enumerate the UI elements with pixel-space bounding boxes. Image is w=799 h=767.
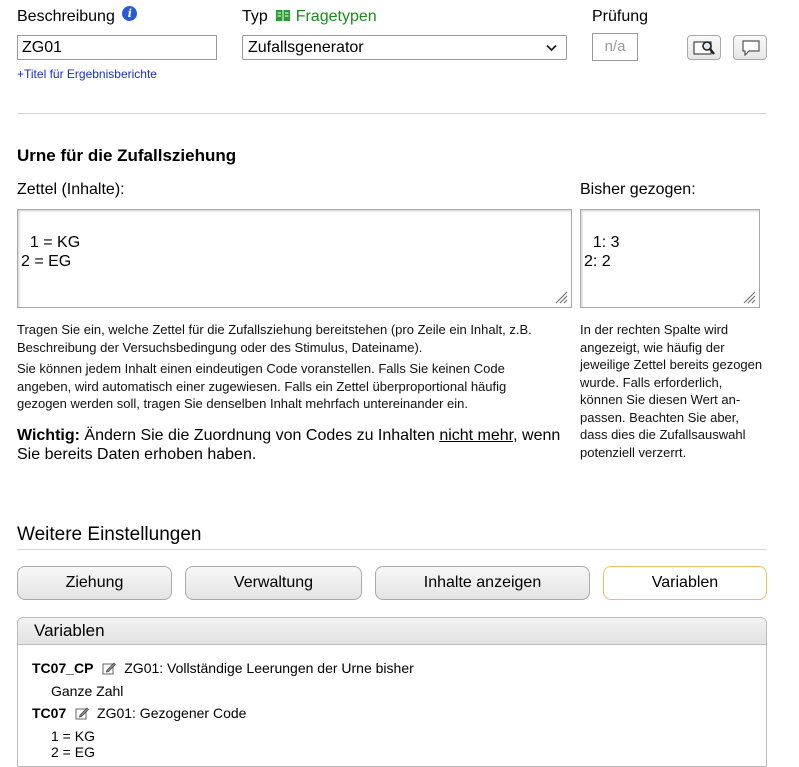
chevron-down-icon <box>546 44 557 52</box>
bisher-textarea-value: 1: 3 2: 2 <box>584 234 620 270</box>
info-icon[interactable]: i <box>122 6 137 21</box>
tab-inhalte-anzeigen[interactable]: Inhalte anzeigen <box>375 566 590 600</box>
book-icon <box>275 9 291 22</box>
bisher-textarea[interactable] <box>580 209 760 308</box>
variable-code: TC07_CP <box>32 660 94 676</box>
bisher-label: Bisher gezogen: <box>580 181 696 198</box>
beschreibung-label: Beschreibung i <box>17 8 137 26</box>
variable-desc: ZG01: Vollständige Leerungen der Urne bisher <box>124 660 414 676</box>
fragetypen-link[interactable]: Fragetypen <box>295 8 377 25</box>
beschreibung-input[interactable]: ZG01 <box>17 35 217 60</box>
variablen-panel-title: Variablen <box>18 618 766 645</box>
zettel-hint-1: Tragen Sie ein, welche Zettel für die Zufallsziehung bereitstehen (pro Zeile ein Inhalt, z.B. Beschreibung der Versuchsbedingung oder des Stimulus, Dateiname). <box>17 322 532 355</box>
preview-magnify-icon <box>693 39 717 57</box>
urne-heading: Urne für die Zufallsziehung <box>17 146 237 165</box>
variable-row <box>32 660 414 676</box>
variable-value-label: 2 = EG <box>51 744 95 760</box>
edit-icon[interactable] <box>75 706 89 720</box>
variable-desc: ZG01: Gezogener Code <box>97 705 247 721</box>
comment-button[interactable] <box>733 35 767 60</box>
zettel-textarea-value: 1 = KG 2 = EG <box>21 234 81 270</box>
zettel-hint-2: Sie können jedem Inhalt einen eindeutigen Code voranstellen. Falls Sie keinen Code angeben, wird automatisch einer zugewiesen. Falls ein Zettel überproportional häufig gezogen werden soll, tragen Sie denselben Inhalt mehrfach untereinander ein. <box>17 361 507 411</box>
typ-select[interactable] <box>242 35 567 60</box>
resize-grip-icon[interactable] <box>554 290 568 304</box>
tab-ziehung[interactable]: Ziehung <box>17 566 172 600</box>
variablen-panel <box>17 617 767 767</box>
edit-icon[interactable] <box>102 661 116 675</box>
typ-label: Typ Fragetypen <box>242 8 377 25</box>
variable-code: TC07 <box>32 705 67 721</box>
pruefung-input[interactable]: n/a <box>592 33 638 61</box>
weitere-heading: Weitere Einstellungen <box>17 524 202 545</box>
zettel-label: Zettel (Inhalte): <box>17 181 125 198</box>
bisher-hint: In der rechten Spalte wird angezeigt, wie häufig der jeweilige Zettel bereits gezogen wurde. Falls erforderlich, können Sie diesen Wert anpassen. Beachten Sie aber, dass dies die Zufallsauswahl potenziell verzerrt. <box>580 322 763 460</box>
variable-value-label: 1 = KG <box>51 728 95 744</box>
typ-select-value: Zufallsgenerator <box>248 39 364 56</box>
titel-link[interactable]: +Titel für Ergebnisberichte <box>17 67 157 81</box>
resize-grip-icon[interactable] <box>742 290 756 304</box>
zettel-textarea[interactable] <box>17 209 572 308</box>
wichtig-bold: Wichtig: <box>17 427 80 444</box>
variable-row <box>32 705 246 721</box>
speech-bubble-icon <box>741 40 761 56</box>
divider <box>17 549 767 550</box>
preview-button[interactable] <box>687 35 721 60</box>
tab-variablen[interactable]: Variablen <box>603 566 767 600</box>
variable-type: Ganze Zahl <box>51 683 124 699</box>
wichtig-underline: nicht mehr <box>439 427 514 444</box>
divider <box>17 113 767 114</box>
pruefung-label: Prüfung <box>592 8 649 25</box>
wichtig-text: Ändern Sie die Zuordnung von Codes zu Inhalten <box>79 427 440 444</box>
wichtig-note <box>17 426 562 464</box>
wichtig-end: , wenn Sie bereits Daten erhoben haben. <box>17 427 561 463</box>
tab-verwaltung[interactable]: Verwaltung <box>185 566 362 600</box>
